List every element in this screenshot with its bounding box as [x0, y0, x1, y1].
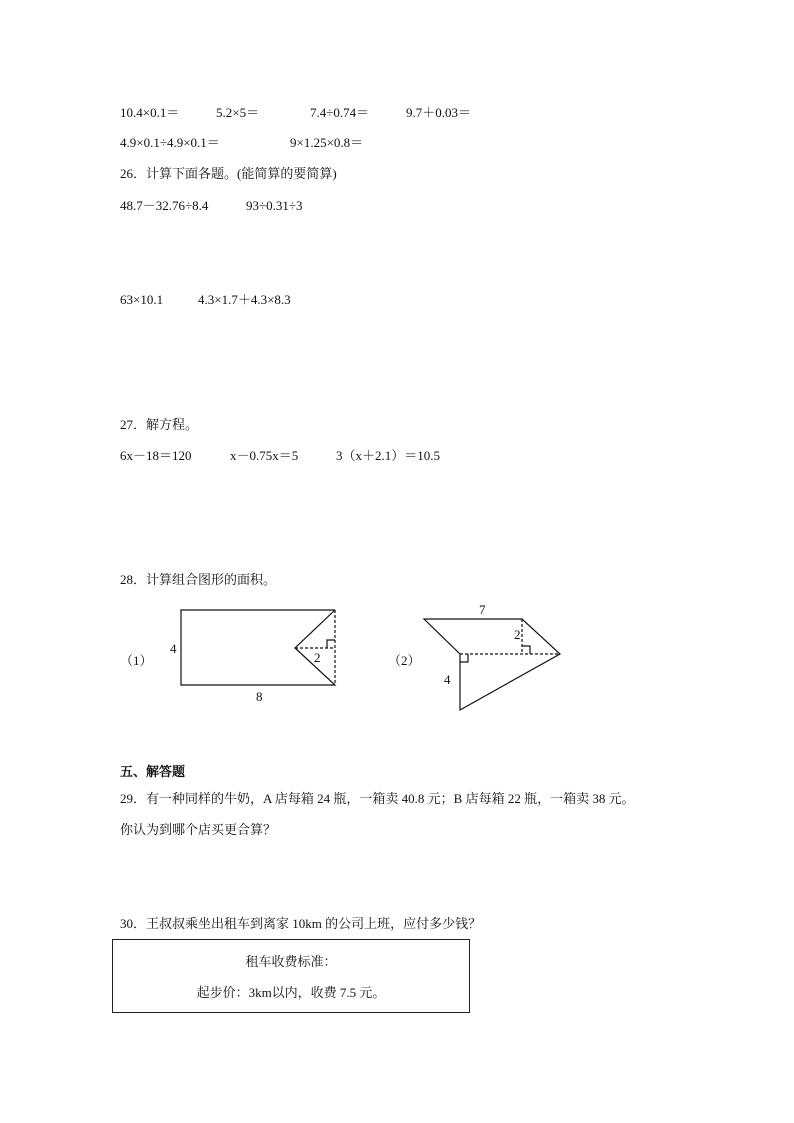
oral-item-2: 5.2×5＝: [216, 105, 260, 120]
q29-line-1: 29．有一种同样的牛奶，A 店每箱 24 瓶，一箱卖 40.8 元；B 店每箱 22 瓶，一箱卖 38 元。: [120, 791, 635, 806]
figure-2-side-top: 7: [479, 602, 486, 617]
figure-1-shape: [181, 610, 335, 685]
figure-1-side-left: 4: [170, 641, 177, 656]
q27-equation-3: 3（x＋2.1）＝10.5: [336, 448, 441, 463]
figure-2-label: （2）: [388, 653, 421, 668]
fare-standard-box: [112, 939, 470, 1013]
q26-expr-4: 4.3×1.7＋4.3×8.3: [198, 292, 291, 307]
q27-equation-2: x－0.75x＝5: [230, 448, 299, 463]
q26-expr-3: 63×10.1: [120, 292, 164, 307]
section-5-heading: 五、解答题: [120, 764, 186, 779]
figure-1-inner-label: 2: [314, 650, 321, 665]
figure-1-side-bottom: 8: [256, 689, 263, 704]
figure-1-label: （1）: [120, 653, 153, 668]
q29-line-2: 你认为到哪个店买更合算？: [120, 822, 277, 837]
oral-item-4: 9.7＋0.03＝: [406, 105, 472, 120]
q26-expr-2: 93÷0.31÷3: [246, 198, 303, 213]
q26-expr-1: 48.7－32.76÷8.4: [120, 198, 209, 213]
oral-item-3: 7.4÷0.74＝: [310, 105, 370, 120]
fare-box-line: 起步价：3km以内，收费 7.5 元。: [196, 985, 386, 1000]
q30-title: 30．王叔叔乘坐出租车到离家 10km 的公司上班，应付多少钱？: [120, 916, 482, 931]
figure-2-side-left: 4: [444, 672, 451, 687]
oral-item-6: 9×1.25×0.8＝: [290, 135, 364, 150]
q27-title: 27．解方程。: [120, 417, 199, 432]
q26-title: 26．计算下面各题。(能简算的要简算): [120, 166, 337, 181]
figure-2-shape: [424, 619, 560, 710]
q28-title: 28．计算组合图形的面积。: [120, 572, 277, 587]
oral-item-1: 10.4×0.1＝: [120, 105, 180, 120]
q27-equation-1: 6x－18＝120: [120, 448, 192, 463]
oral-item-5: 4.9×0.1÷4.9×0.1＝: [120, 135, 220, 150]
figure-2-inner-label: 2: [514, 627, 521, 642]
fare-box-title: 租车收费标准：: [245, 954, 337, 969]
